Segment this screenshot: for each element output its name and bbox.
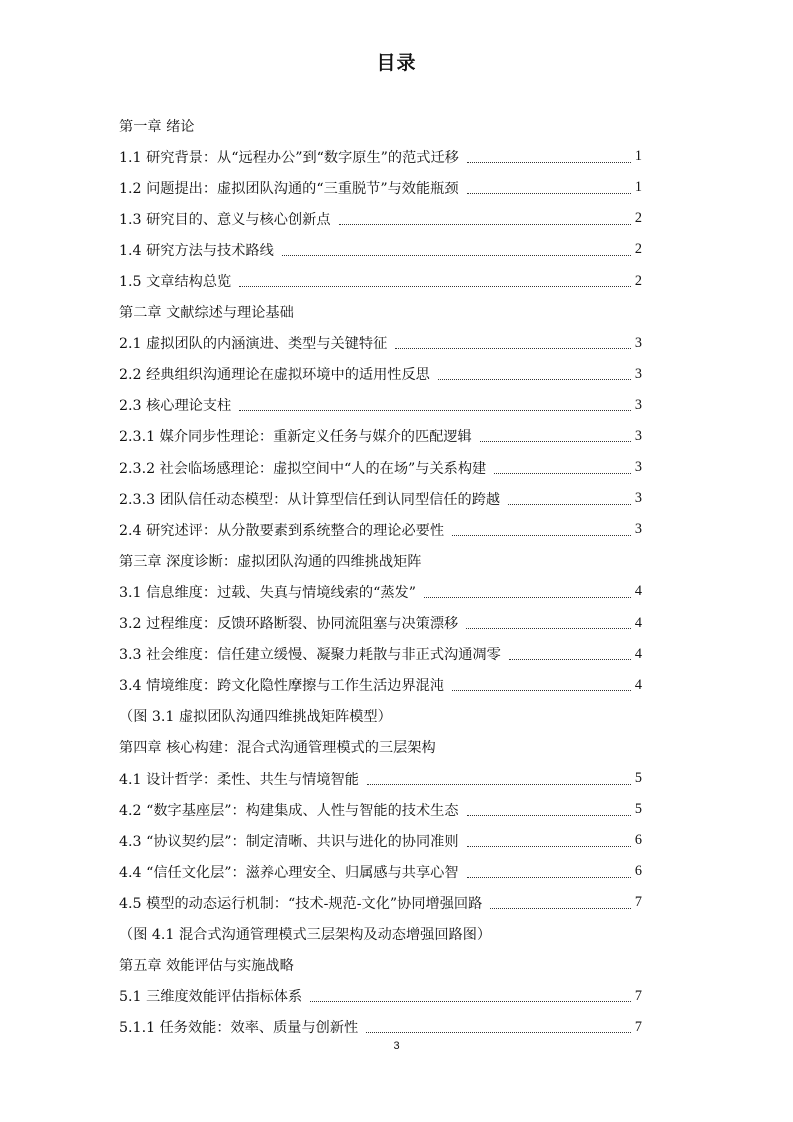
toc-label: 3.3 社会维度：信任建立缓慢、凝聚力耗散与非正式沟通凋零 (119, 647, 501, 664)
toc-label: 3.1 信息维度：过载、失真与情境线索的“蒸发” (119, 584, 416, 601)
toc-entry (119, 763, 642, 794)
dot-leader (310, 1000, 631, 1002)
page-number: 3 (393, 1040, 400, 1052)
dot-leader (467, 876, 631, 878)
toc-page-number: 6 (634, 863, 642, 880)
toc-page-number: 3 (634, 334, 642, 351)
toc-label: 1.3 研究目的、意义与核心创新点 (119, 211, 331, 228)
dot-leader (366, 1031, 631, 1033)
toc-label: 4.5 模型的动态运行机制：“技术-规范-文化”协同增强回路 (119, 895, 483, 912)
toc-entry (119, 856, 642, 887)
dot-leader (452, 689, 631, 691)
toc-entry (119, 203, 642, 234)
toc-page-number: 4 (634, 614, 642, 631)
toc-page-number: 2 (634, 210, 642, 227)
toc-label: 5.1.1 任务效能：效率、质量与创新性 (119, 1020, 359, 1037)
toc-entry (119, 794, 642, 825)
toc-label: 2.3.2 社会临场感理论：虚拟空间中“人的在场”与关系构建 (119, 460, 487, 477)
toc-label: 第二章 文献综述与理论基础 (119, 305, 294, 322)
toc-entry (119, 265, 642, 296)
dot-leader (239, 409, 631, 411)
toc-entry (119, 234, 642, 265)
toc-label: 第一章 绪论 (119, 118, 195, 135)
toc-label: 第三章 深度诊断：虚拟团队沟通的四维挑战矩阵 (119, 553, 422, 570)
dot-leader (339, 223, 631, 225)
toc-page-number: 3 (634, 521, 642, 538)
toc-label: 4.3 “协议契约层”：制定清晰、共识与进化的协同准则 (119, 833, 459, 850)
toc-entry (119, 421, 642, 452)
dot-leader (424, 596, 631, 598)
dot-leader (282, 254, 631, 256)
toc-chapter-heading (119, 950, 642, 981)
toc-page-number: 5 (634, 801, 642, 818)
toc-page-number: 1 (634, 179, 642, 196)
dot-leader (467, 845, 631, 847)
toc-label: 2.3 核心理论支柱 (119, 398, 232, 415)
toc-entry (119, 172, 642, 203)
toc-entry (119, 514, 642, 545)
dot-leader (494, 472, 631, 474)
toc-page-number: 2 (634, 241, 642, 258)
table-of-contents (119, 110, 642, 1043)
toc-label: 2.3.1 媒介同步性理论：重新定义任务与媒介的匹配逻辑 (119, 429, 472, 446)
toc-entry (119, 887, 642, 918)
toc-label: 5.1 三维度效能评估指标体系 (119, 989, 303, 1006)
toc-entry (119, 452, 642, 483)
toc-label: 第四章 核心构建：混合式沟通管理模式的三层架构 (119, 740, 436, 757)
toc-entry (119, 670, 642, 701)
toc-entry (119, 483, 642, 514)
dot-leader (480, 440, 631, 442)
toc-label: 4.1 设计哲学：柔性、共生与情境智能 (119, 771, 359, 788)
dot-leader (467, 814, 631, 816)
toc-page-number: 3 (634, 490, 642, 507)
dot-leader (438, 378, 631, 380)
toc-entry (119, 981, 642, 1012)
toc-label: （图 4.1 混合式沟通管理模式三层架构及动态增强回路图） (119, 926, 492, 943)
toc-chapter-heading (119, 110, 642, 141)
toc-page-number: 1 (634, 148, 642, 165)
toc-label: 2.1 虚拟团队的内涵演进、类型与关键特征 (119, 336, 388, 353)
toc-page-number: 5 (634, 770, 642, 787)
toc-label: 1.2 问题提出：虚拟团队沟通的“三重脱节”与效能瓶颈 (119, 180, 459, 197)
toc-page-number: 6 (634, 832, 642, 849)
toc-label: 1.1 研究背景：从“远程办公”到“数字原生”的范式迁移 (119, 149, 459, 166)
toc-label: 第五章 效能评估与实施战略 (119, 958, 294, 975)
toc-page-number: 3 (634, 396, 642, 413)
toc-label: 3.4 情境维度：跨文化隐性摩擦与工作生活边界混沌 (119, 678, 445, 695)
dot-leader (239, 285, 631, 287)
toc-label: （图 3.1 虚拟团队沟通四维挑战矩阵模型） (119, 709, 392, 726)
toc-label: 1.4 研究方法与技术路线 (119, 242, 274, 259)
toc-entry (119, 141, 642, 172)
toc-chapter-heading (119, 297, 642, 328)
page-title: 目录 (376, 52, 417, 74)
toc-entry (119, 608, 642, 639)
toc-figure-caption (119, 918, 642, 949)
toc-page-number: 2 (634, 272, 642, 289)
toc-page-number: 7 (634, 987, 642, 1004)
toc-page-number: 3 (634, 427, 642, 444)
toc-page-number: 3 (634, 365, 642, 382)
toc-entry (119, 328, 642, 359)
dot-leader (467, 192, 631, 194)
toc-page-number: 4 (634, 645, 642, 662)
toc-label: 4.2 “数字基座层”：构建集成、人性与智能的技术生态 (119, 802, 459, 819)
toc-entry (119, 639, 642, 670)
toc-chapter-heading (119, 732, 642, 763)
toc-label: 2.4 研究述评：从分散要素到系统整合的理论必要性 (119, 522, 445, 539)
toc-entry (119, 825, 642, 856)
dot-leader (466, 627, 631, 629)
toc-label: 2.3.3 团队信任动态模型：从计算型信任到认同型信任的跨越 (119, 491, 501, 508)
dot-leader (367, 783, 631, 785)
dot-leader (490, 907, 631, 909)
toc-label: 1.5 文章结构总览 (119, 274, 232, 291)
toc-page-number: 7 (634, 894, 642, 911)
toc-page-number: 7 (634, 1018, 642, 1035)
toc-page-number: 4 (634, 676, 642, 693)
toc-figure-caption (119, 701, 642, 732)
toc-chapter-heading (119, 545, 642, 576)
toc-entry (119, 1012, 642, 1043)
toc-page-number: 3 (634, 459, 642, 476)
dot-leader (467, 161, 631, 163)
dot-leader (508, 503, 631, 505)
toc-entry (119, 576, 642, 607)
toc-label: 2.2 经典组织沟通理论在虚拟环境中的适用性反思 (119, 367, 430, 384)
toc-entry (119, 359, 642, 390)
toc-label: 3.2 过程维度：反馈环路断裂、协同流阻塞与决策漂移 (119, 616, 459, 633)
toc-label: 4.4 “信任文化层”：滋养心理安全、归属感与共享心智 (119, 864, 459, 881)
toc-entry (119, 390, 642, 421)
dot-leader (452, 534, 631, 536)
dot-leader (509, 658, 631, 660)
toc-page-number: 4 (634, 583, 642, 600)
dot-leader (395, 347, 631, 349)
